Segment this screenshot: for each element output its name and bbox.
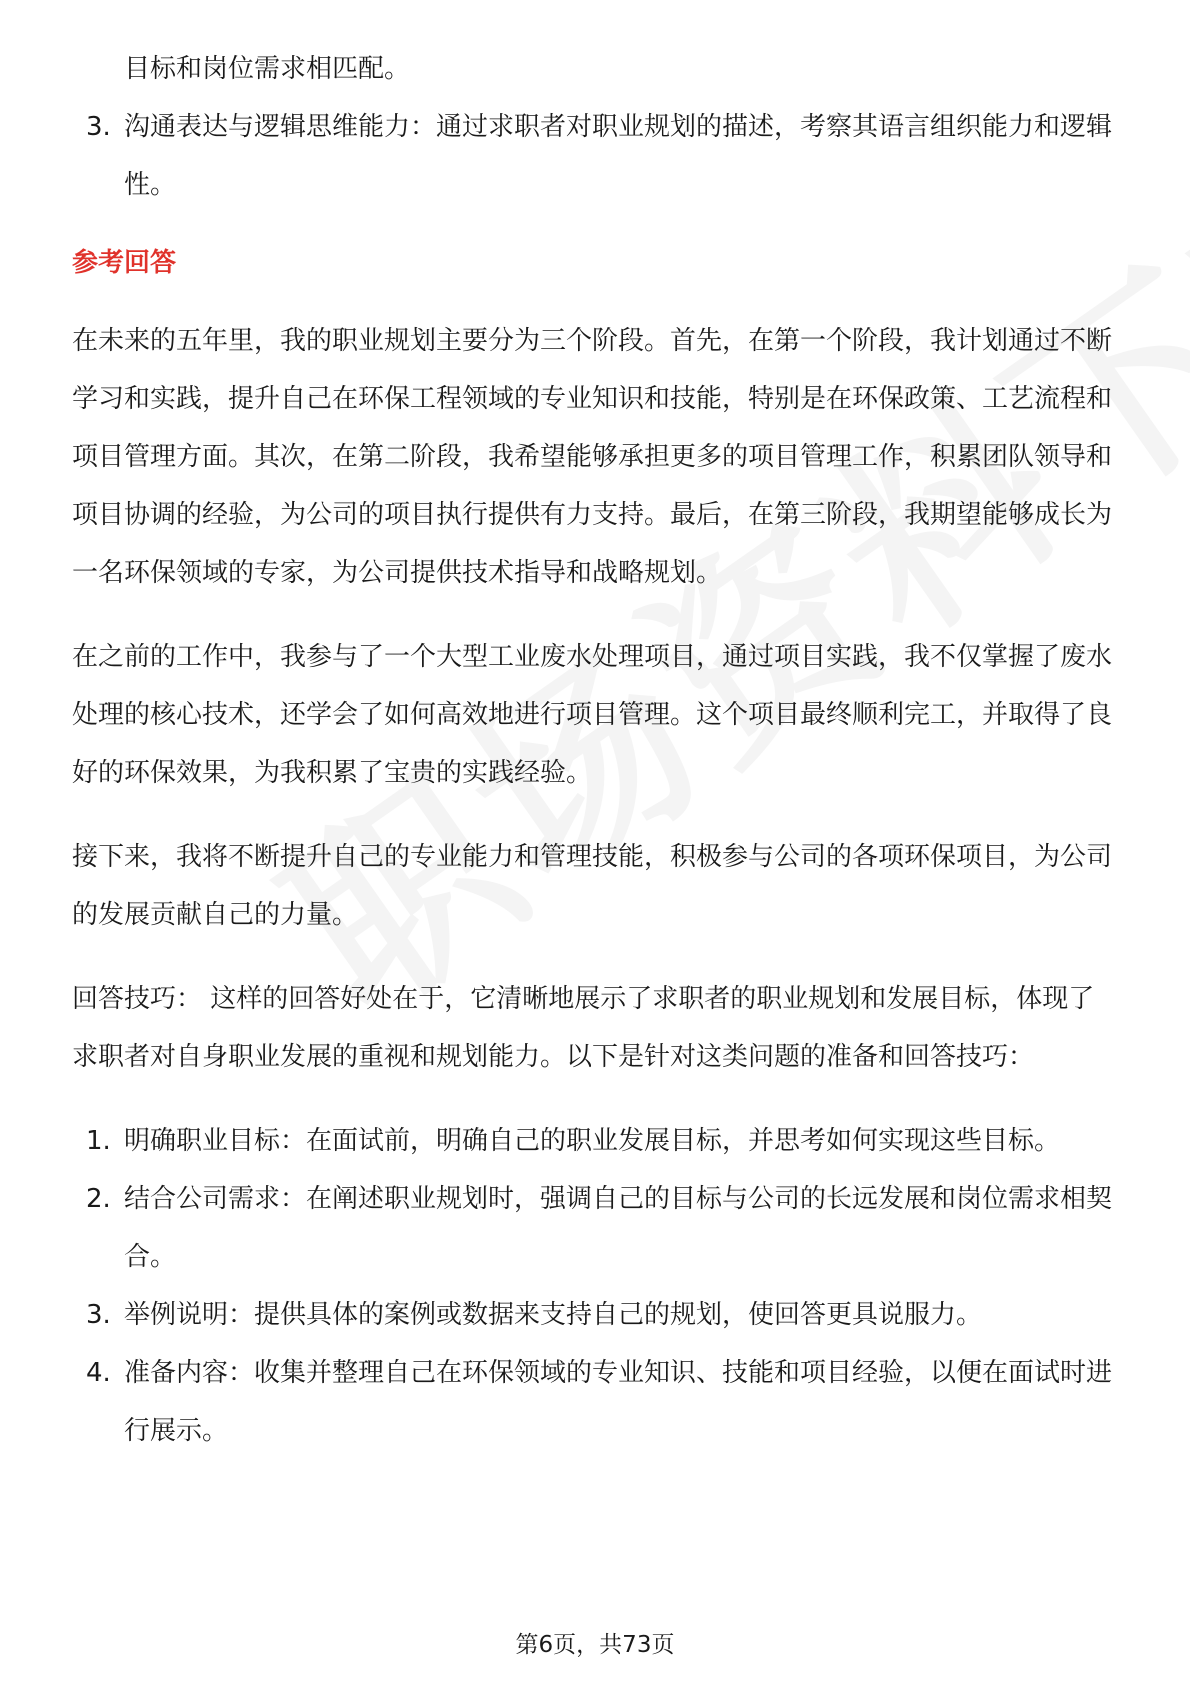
- section-title: 参考回答: [72, 248, 177, 278]
- list-number: 1.: [86, 1126, 111, 1156]
- list-item: [72, 1344, 1118, 1460]
- list-item-text: 明确职业目标：在面试前，明确自己的职业发展目标，并思考如何实现这些目标。: [124, 1126, 1061, 1156]
- list-number: 3.: [86, 112, 111, 142]
- list-number: 2.: [86, 1184, 111, 1214]
- paragraph: 接下来，我将不断提升自己的专业能力和管理技能，积极参与公司的各项环保项目，为公司的发展贡献自己的力量。: [72, 842, 1113, 930]
- list-number: 3.: [86, 1300, 111, 1330]
- list-item-continuation: 目标和岗位需求相匹配。: [124, 54, 411, 84]
- list-item-text: 结合公司需求：在阐述职业规划时，强调自己的目标与公司的长远发展和岗位需求相契合。: [124, 1184, 1113, 1272]
- list-item-text: 准备内容：收集并整理自己在环保领域的专业知识、技能和项目经验，以便在面试时进行展示。: [124, 1358, 1113, 1446]
- list-item: [72, 1112, 1118, 1170]
- paragraph: 回答技巧： 这样的回答好处在于，它清晰地展示了求职者的职业规划和发展目标，体现了求职者对自身职业发展的重视和规划能力。以下是针对这类问题的准备和回答技巧：: [72, 984, 1095, 1072]
- page-content: [72, 40, 1118, 1460]
- list-number: 4.: [86, 1358, 111, 1388]
- paragraph: 在之前的工作中，我参与了一个大型工业废水处理项目，通过项目实践，我不仅掌握了废水处理的核心技术，还学会了如何高效地进行项目管理。这个项目最终顺利完工，并取得了良好的环保效果，为我积累了宝贵的实践经验。: [72, 642, 1113, 788]
- list-item-text: 沟通表达与逻辑思维能力：通过求职者对职业规划的描述，考察其语言组织能力和逻辑性。: [124, 112, 1113, 200]
- page-footer: 第6页，共73页: [515, 1632, 675, 1658]
- list-item: [72, 98, 1118, 214]
- paragraph: 在未来的五年里，我的职业规划主要分为三个阶段。首先，在第一个阶段，我计划通过不断学习和实践，提升自己在环保工程领域的专业知识和技能，特别是在环保政策、工艺流程和项目管理方面。其次，在第二阶段，我希望能够承担更多的项目管理工作，积累团队领导和项目协调的经验，为公司的项目执行提供有力支持。最后，在第三阶段，我期望能够成长为一名环保领域的专家，为公司提供技术指导和战略规划。: [72, 326, 1113, 588]
- list-item: [72, 1170, 1118, 1286]
- list-item-text: 举例说明：提供具体的案例或数据来支持自己的规划，使回答更具说服力。: [124, 1300, 983, 1330]
- list-item: [72, 1286, 1118, 1344]
